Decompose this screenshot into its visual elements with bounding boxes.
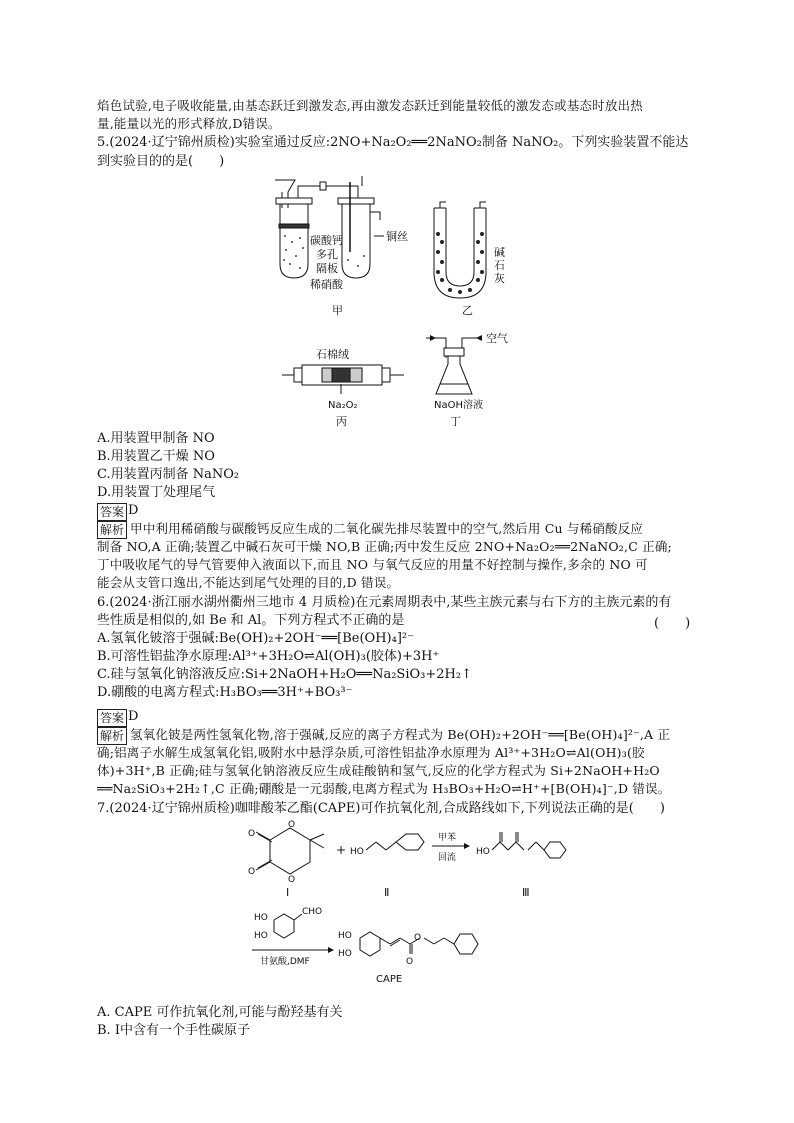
aldehyde-reagent: [274, 914, 302, 938]
arrow1-top: 甲苯: [438, 833, 457, 843]
q6-option-c: C.硅与氢氧化钠溶液反应:Si+2NaOH+H₂O══Na₂SiO₃+2H₂↑: [97, 667, 472, 682]
cape-ho2: HO: [338, 949, 352, 959]
cape-ho1: HO: [338, 931, 352, 941]
cape-name: CAPE: [376, 974, 403, 985]
compound-III-ho: HO: [476, 847, 490, 857]
jia-label-caco3: 碳酸钙: [310, 234, 343, 247]
q6-stem-line-1: 6.(2024·浙江丽水湖州衢州三地市 4 月质检)在元素周期表中,某些主族元素与右下方的主族元素的有: [97, 595, 672, 610]
aldehyde-cho: CHO: [302, 907, 323, 917]
bing-caption: 丙: [336, 415, 347, 428]
jia-label-porous: 多孔: [316, 248, 338, 261]
q6-option-a: A.氢氧化铍溶于强碱:Be(OH)₂+2OH⁻══[Be(OH)₄]²⁻: [97, 631, 414, 646]
q5-analysis-line-2: 制备 NO,A 正确;装置乙中碱石灰可干燥 NO,B 正确;丙中发生反应 2NO+Na₂O₂══2NaNO₂,C 正确;: [97, 539, 672, 554]
compound-III: [492, 832, 566, 858]
bing-label-na2o2: Na₂O₂: [328, 400, 358, 411]
svg-text:O: O: [248, 867, 256, 877]
q5-analysis-tag: 解析: [97, 521, 127, 539]
ding-label-naoh: NaOH溶液: [434, 400, 483, 411]
yi-caption: 乙: [462, 304, 473, 317]
yi-label: 碱石灰: [494, 246, 505, 285]
label-II: Ⅱ: [384, 886, 390, 899]
q5-option-a: A.用装置甲制备 NO: [97, 431, 215, 446]
label-I: Ⅰ: [286, 886, 290, 899]
prev-analysis-line-2: 量,能量以光的形式释放,D错误。: [97, 116, 281, 131]
q6-analysis-line-3: 体)+3H⁺,B 正确;硅与氢氧化钠溶液反应生成硅酸钠和氢气,反应的化学方程式为 Si+2NaOH+H₂O: [97, 763, 660, 778]
jia-label-plate: 隔板: [316, 262, 338, 275]
ding-caption: 丁: [450, 415, 461, 428]
apparatus-yi: [434, 202, 486, 298]
arrow2-bottom: 甘氨酸,DMF: [260, 957, 310, 967]
prev-analysis-line-1: 焰色试验,电子吸收能量,由基态跃迁到激发态,再由激发态跃迁到能量较低的激发态或基态时放出热: [97, 98, 643, 113]
jia-caption: 甲: [332, 304, 343, 317]
q5-option-c: C.用装置丙制备 NaNO₂: [97, 467, 240, 482]
q5-analysis-line-4: 能会从支管口逸出,不能达到尾气处理的目的,D 错误。: [97, 575, 400, 590]
q6-option-b: B.可溶性铝盐净水原理:Al³⁺+3H₂O⇌Al(OH)₃(胶体)+3H⁺: [97, 649, 440, 664]
q5-option-b: B.用装置乙干燥 NO: [97, 449, 215, 464]
q5-analysis-line-1: 甲中利用稀硝酸与碳酸钙反应生成的二氧化碳先排尽装置中的空气,然后用 Cu 与稀硝酸反应: [130, 521, 644, 536]
svg-text:O: O: [406, 957, 414, 967]
q5-option-d: D.用装置丁处理尾气: [97, 485, 216, 500]
q6-answer: D: [128, 709, 139, 724]
apparatus-ding: [426, 338, 478, 394]
q5-analysis-line-3: 丁中吸收尾气的导气管要伸入液面以下,而且 NO 与氧气反应的用量不好控制与操作,多余的 NO 可: [97, 557, 648, 572]
compound-II: [366, 834, 424, 850]
svg-text:O: O: [288, 820, 296, 830]
svg-text:O: O: [414, 933, 422, 943]
q6-stem-line-2: 些性质是相似的,如 Be 和 Al。下列方程式不正确的是: [97, 613, 405, 628]
svg-text:O: O: [288, 875, 296, 885]
q5-answer-tag: 答案: [97, 503, 127, 521]
plus-sign: +: [336, 843, 347, 857]
q7-option-b: B. Ⅰ中含有一个手性碳原子: [97, 1023, 250, 1038]
q6-analysis-line-4: ══Na₂SiO₃+2H₂↑,C 正确;硼酸是一元弱酸,电离方程式为 H₃BO₃+H₂O⇌H⁺+[B(OH)₄]⁻,D 错误。: [97, 781, 671, 796]
bing-label-asbestos: 石棉绒: [316, 348, 349, 361]
aldehyde-ho2: HO: [254, 931, 268, 941]
q5-stem-line-1: 5.(2024·辽宁锦州质检)实验室通过反应:2NO+Na₂O₂══2NaNO₂制备 NaNO₂。下列实验装置不能达: [97, 135, 689, 150]
q7-option-a: A. CAPE 可作抗氧化剂,可能与酚羟基有关: [97, 1005, 343, 1020]
apparatus-bing: [282, 365, 404, 394]
jia-label-cu-wire: 铜丝: [386, 230, 408, 243]
arrow1-bottom: 回流: [438, 853, 457, 863]
jia-label-hno3: 稀硝酸: [310, 278, 343, 291]
q6-analysis-tag: 解析: [97, 727, 127, 745]
label-III: Ⅲ: [522, 886, 530, 899]
yi-granules: [436, 232, 484, 294]
q6-answer-tag: 答案: [97, 709, 127, 727]
q6-option-d: D.硼酸的电离方程式:H₃BO₃══3H⁺+BO₃³⁻: [97, 685, 353, 700]
aldehyde-ho1: HO: [254, 913, 268, 923]
q6-analysis-line-2: 确;铝离子水解生成氢氧化铝,吸附水中悬浮杂质,可溶性铝盐净水原理为 Al³⁺+3H₂O⇌Al(OH)₃(胶: [97, 745, 645, 760]
q7-stem: 7.(2024·辽宁锦州质检)咖啡酸苯乙酯(CAPE)可作抗氧化剂,合成路线如下,下列说法正确的是( ): [97, 801, 665, 816]
compound-II-ho: HO: [350, 847, 364, 857]
q5-stem-line-2: 到实验目的的是( ): [97, 154, 225, 169]
ding-label-air: 空气: [486, 332, 508, 345]
q7-synthesis-scheme: [240, 820, 570, 1000]
q6-paren: ( ): [654, 616, 691, 631]
svg-text:O: O: [248, 829, 256, 839]
compound-I: [256, 828, 324, 874]
q6-analysis-line-1: 氢氧化铍是两性氢氧化物,溶于强碱,反应的离子方程式为 Be(OH)₂+2OH⁻══[Be(OH)₄]²⁻,A 正: [130, 727, 671, 742]
q5-apparatus-figure: [270, 172, 530, 430]
q5-answer: D: [128, 503, 139, 518]
